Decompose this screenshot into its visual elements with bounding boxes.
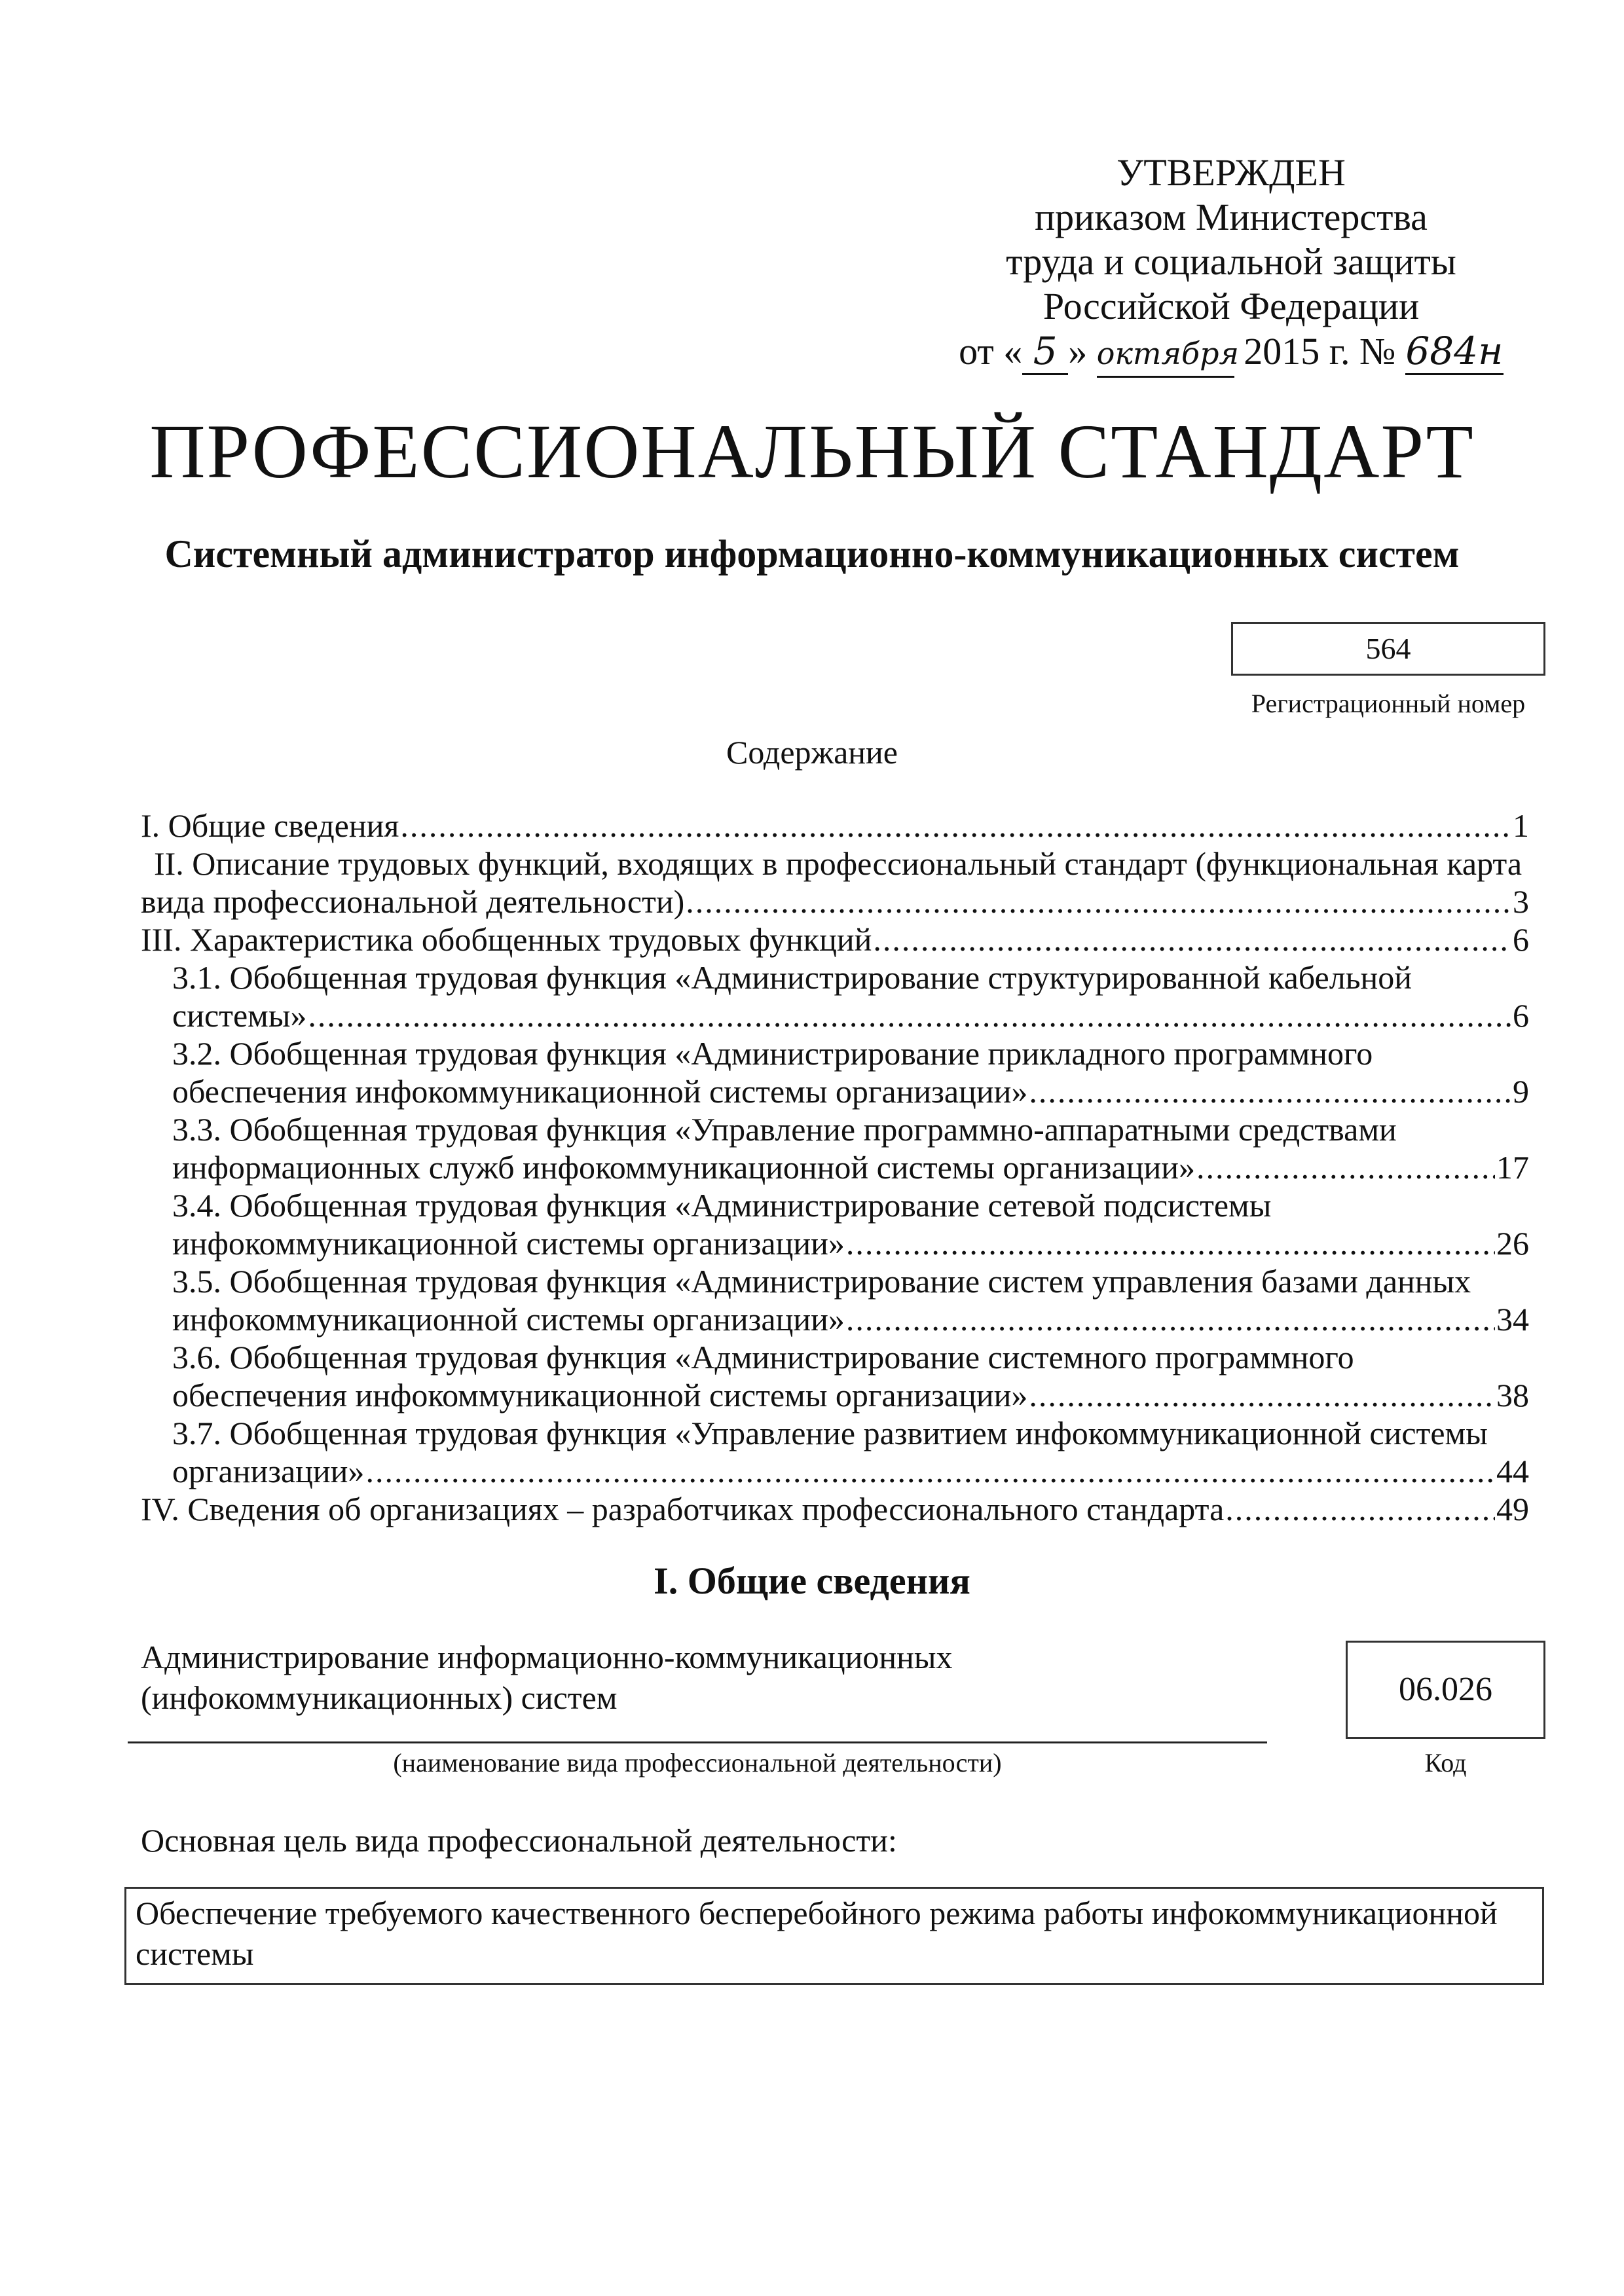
toc-item[interactable] [141,958,1529,1034]
approval-country-line: Российской Федерации [1043,285,1420,327]
toc-item[interactable] [141,920,1529,958]
toc-leader-dots [686,883,1511,920]
handwritten-day: 5 [1022,329,1068,375]
toc-page-number: 9 [1513,1073,1529,1110]
toc-leader-dots [400,807,1511,845]
toc-page-number: 49 [1496,1491,1529,1527]
toc-page-number: 38 [1496,1377,1529,1413]
toc-page-number: 34 [1496,1301,1529,1338]
toc-item[interactable] [141,1262,1529,1338]
toc-leader-dots [846,1224,1495,1262]
goal-box [124,1887,1544,1985]
toc-item-text: обеспечения инфокоммуникационной системы организации» [172,1073,1028,1110]
goal-text-line: системы [136,1935,254,1972]
toc-leader-dots [873,920,1511,958]
approval-order-line: приказом Министерства [1035,196,1428,238]
toc-item[interactable] [141,807,1529,845]
toc-item[interactable] [141,1338,1529,1414]
goal-text-line: Обеспечение требуемого качественного бесперебойного режима работы инфокоммуникационной [136,1895,1498,1931]
toc-page-number: 1 [1513,807,1529,844]
toc-item-text: обеспечения инфокоммуникационной системы организации» [172,1377,1028,1413]
approval-date-line [917,329,1545,378]
code-caption: Код [1424,1748,1467,1777]
toc-item-text: 3.5. Обобщенная трудовая функция «Администрирование систем управления базами данных [172,1263,1471,1300]
activity-name [141,1637,1267,1718]
toc-item-text: информационных служб инфокоммуникационной системы организации» [172,1149,1195,1186]
toc-heading: Содержание [726,734,898,771]
toc-item-text: IV. Сведения об организациях – разработчиках профессионального стандарта [141,1491,1225,1527]
toc-page-number: 6 [1513,997,1529,1034]
toc-leader-dots [1196,1148,1495,1186]
approval-ministry-line: труда и социальной защиты [1006,240,1456,283]
toc-item[interactable] [141,1414,1529,1490]
toc-item-text: 3.4. Обобщенная трудовая функция «Администрирование сетевой подсистемы [172,1187,1272,1224]
date-prefix: от « [959,330,1023,373]
toc-item[interactable] [141,1110,1529,1186]
handwritten-month: октября [1097,331,1234,378]
approval-block [917,151,1545,378]
toc-leader-dots [1029,1072,1511,1110]
handwritten-order-number: 684н [1405,329,1504,375]
activity-name-line: (инфокоммуникационных) систем [141,1679,618,1716]
toc-page-number: 26 [1496,1225,1529,1262]
toc-item-text: вида профессиональной деятельности) [141,883,685,920]
registration-number-caption: Регистрационный номер [1251,689,1526,718]
toc-item-text: 3.6. Обобщенная трудовая функция «Администрирование системного программного [172,1339,1354,1376]
date-mid: » [1068,330,1088,373]
toc-item-text: организации» [172,1453,365,1489]
section-heading: I. Общие сведения [654,1559,970,1602]
toc-leader-dots [846,1300,1495,1338]
document-subtitle: Системный администратор информационно-коммуникационных систем [164,532,1460,575]
toc-item-text: 3.1. Обобщенная трудовая функция «Администрирование структурированной кабельной [172,959,1412,996]
toc-page-number: 44 [1496,1453,1529,1489]
toc-item[interactable] [141,845,1529,920]
toc-leader-dots [1029,1376,1495,1414]
goal-label: Основная цель вида профессиональной деятельности: [141,1822,897,1859]
toc-item-text: 3.2. Обобщенная трудовая функция «Администрирование прикладного программного [172,1035,1373,1072]
activity-name-line: Администрирование информационно-коммуникационных [141,1639,953,1675]
activity-caption: (наименование вида профессиональной деятельности) [393,1748,1002,1777]
toc-leader-dots [308,996,1511,1034]
registration-number-box: 564 [1231,622,1545,676]
toc-page-number: 3 [1513,883,1529,920]
toc-item-text: инфокоммуникационной системы организации» [172,1301,845,1338]
activity-code-box: 06.026 [1346,1641,1545,1739]
toc-leader-dots [1225,1490,1495,1528]
toc-item-text: I. Общие сведения [141,807,399,844]
toc-item[interactable] [141,1186,1529,1262]
toc-item[interactable] [141,1490,1529,1528]
toc-item-text: системы» [172,997,307,1034]
document-title: ПРОФЕССИОНАЛЬНЫЙ СТАНДАРТ [149,409,1475,494]
approval-status: УТВЕРЖДЕН [1116,151,1346,194]
toc-item-text: 3.3. Обобщенная трудовая функция «Управление программно-аппаратными средствами [172,1111,1397,1148]
toc-item-text: II. Описание трудовых функций, входящих в профессиональный стандарт (функциональная карта [154,845,1522,882]
date-year: 2015 г. № [1244,330,1396,373]
toc-leader-dots [365,1452,1495,1490]
toc-page-number: 17 [1496,1149,1529,1186]
toc-page-number: 6 [1513,921,1529,958]
toc-item[interactable] [141,1034,1529,1110]
activity-underline [128,1741,1267,1743]
toc-item-text: 3.7. Обобщенная трудовая функция «Управление развитием инфокоммуникационной системы [172,1415,1488,1451]
toc-item-text: инфокоммуникационной системы организации» [172,1225,845,1262]
table-of-contents [141,807,1529,1528]
toc-item-text: III. Характеристика обобщенных трудовых функций [141,921,872,958]
